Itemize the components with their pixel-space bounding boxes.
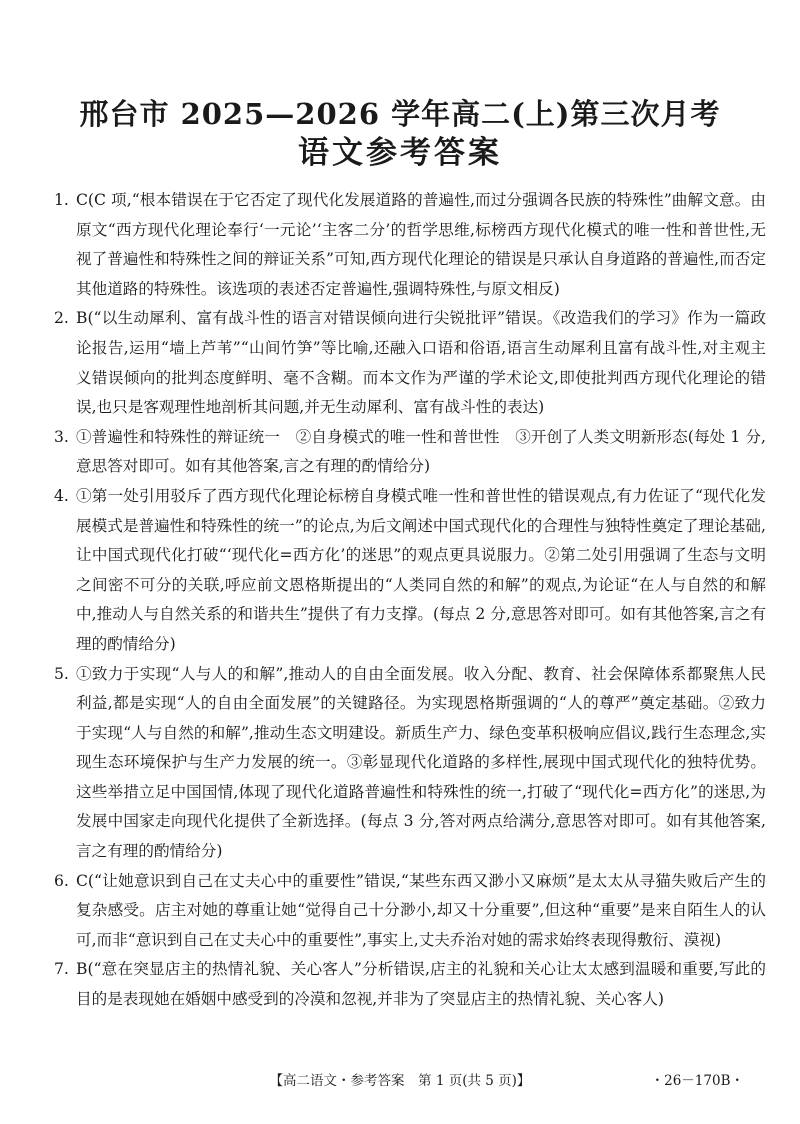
answer-item-3 xyxy=(54,423,766,482)
answer-number: 4. xyxy=(54,486,69,505)
answer-text: C(C 项,“根本错误在于它否定了现代化发展道路的普遍性,而过分强调各民族的特殊性”曲解文意。由原文“西方现代化理论奉行‘一元论’‘主客二分’的哲学思维,标榜西方现代化模式的唯一性和普世性,无视了普遍性和特殊性之间的辩证关系”可知,西方现代化理论的错误是只承认自身道路的普遍性,而否定其他道路的特殊性。该选项的表述否定普遍性,强调特殊性,与原文相反) xyxy=(76,191,766,298)
answer-text: B(“意在突显店主的热情礼貌、关心客人”分析错误,店主的礼貌和关心让太太感到温暖和重要,写此的目的是表现她在婚姻中感受到的冷漠和忽视,并非为了突显店主的热情礼貌、关心客人) xyxy=(76,960,766,1009)
answer-list xyxy=(54,186,766,1015)
answer-item-2 xyxy=(54,304,766,422)
answer-text: ①第一处引用驳斥了西方现代化理论标榜自身模式唯一性和普世性的错误观点,有力佐证了“现代化发展模式是普遍性和特殊性的统一”的论点,为后文阐述中国式现代化的合理性与独特性奠定了理论基础,让中国式现代化打破“‘现代化=西方化’的迷思”的观点更具说服力。②第二处引用强调了生态与文明之间密不可分的关联,呼应前文恩格斯提出的“人类同自然的和解”的观点,为论证“在人与自然的和解中,推动人与自然关系的和谐共生”提供了有力支撑。(每点 2 分,意思答对即可。如有其他答案,言之有理的酌情给分) xyxy=(76,486,766,653)
answer-text: ①致力于实现“人与人的和解”,推动人的自由全面发展。收入分配、教育、社会保障体系都聚焦人民利益,都是实现“人的自由全面发展”的关键路径。为实现恩格斯强调的“人的尊严”奠定基础。②致力于实现“人与自然的和解”,推动生态文明建设。新质生产力、绿色变革积极响应倡议,践行生态理念,实现生态环境保护与生产力发展的统一。③彰显现代化道路的多样性,展现中国式现代化的独特优势。这些举措立足中国国情,体现了现代化道路普遍性和特殊性的统一,打破了“现代化=西方化”的迷思,为发展中国家走向现代化提供了全新选择。(每点 3 分,答对两点给满分,意思答对即可。如有其他答案,言之有理的酌情给分) xyxy=(76,664,766,861)
answer-number: 7. xyxy=(54,960,69,979)
answer-number: 6. xyxy=(54,871,69,890)
answer-item-5 xyxy=(54,660,766,867)
answer-text: C(“让她意识到自己在丈夫心中的重要性”错误,“某些东西又渺小又麻烦”是太太从寻猫失败后产生的复杂感受。店主对她的尊重让她“觉得自己十分渺小,却又十分重要”,但这种“重要”是来自陌生人的认可,而非“意识到自己在丈夫心中的重要性”,事实上,丈夫乔治对她的需求始终表现得敷衍、漠视) xyxy=(76,871,766,949)
exam-title: 邢台市 2025—2026 学年高二(上)第三次月考 xyxy=(79,97,721,131)
document-subtitle: 语文参考答案 xyxy=(298,135,502,171)
answer-item-1 xyxy=(54,186,766,304)
answer-text: ①普遍性和特殊性的辩证统一 ②自身模式的唯一性和普世性 ③开创了人类文明新形态(每处 1 分,意思答对即可。如有其他答案,言之有理的酌情给分) xyxy=(76,427,766,476)
answer-item-7 xyxy=(54,955,766,1014)
page-footer xyxy=(0,1069,800,1089)
answer-number: 3. xyxy=(54,427,69,446)
answer-item-6 xyxy=(54,867,766,956)
footer-exam-code: ・26－170B・ xyxy=(650,1073,744,1089)
footer-page-info: 【高二语文・参考答案 第 1 页(共 5 页)】 xyxy=(269,1073,531,1089)
answer-number: 5. xyxy=(54,664,69,683)
answer-text: B(“以生动犀利、富有战斗性的语言对错误倾向进行尖锐批评”错误。《改造我们的学习》作为一篇政论报告,运用“墙上芦苇”“山间竹笋”等比喻,还融入口语和俗语,语言生动犀利且富有战斗性,对主观主义错误倾向的批判态度鲜明、毫不含糊。而本文作为严谨的学术论文,即使批判西方现代化理论的错误,也只是客观理性地剖析其问题,并无生动犀利、富有战斗性的表达) xyxy=(76,309,766,417)
answer-item-4 xyxy=(54,482,766,660)
answer-number: 2. xyxy=(54,309,69,328)
answer-number: 1. xyxy=(54,191,69,209)
